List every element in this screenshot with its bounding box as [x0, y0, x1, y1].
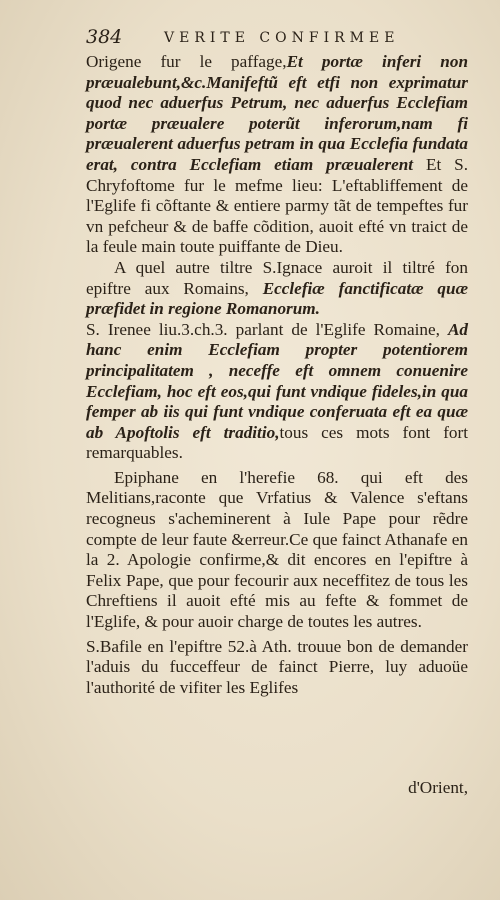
page-body [86, 52, 468, 698]
paragraph-irenee [86, 320, 468, 464]
page-header [86, 26, 466, 50]
running-title: VERITE CONFIRMEE [164, 30, 400, 46]
text-segment: S.Bafile en l'epiftre 52.à Ath. trouue bon de demander l'aduis du fucceffeur de fainct Pierre, luy aduoüe l'authorité de vifiter les Eglifes [86, 636, 468, 697]
text-segment: A quel autre tiltre S.Ignace auroit il tiltré fon epiftre aux Romains, [86, 257, 468, 298]
paragraph-epiphane [86, 468, 468, 633]
paragraph-ignace [86, 258, 468, 320]
paragraph-origene [86, 52, 468, 258]
text-segment: S. Irenee liu.3.ch.3. parlant de l'Eglife Romaine, [86, 319, 448, 339]
latin-quote: Ad hanc enim Ecclefiam propter potentiorem principalitatem , neceffe eft omnem conuenire Ecclefiam, hoc eft eos,qui funt vndique fideles,in qua femper ab iis qui funt vndique conferuata eft ea quæ ab Apoftolis eft traditio, [86, 319, 468, 442]
text-segment: Origene fur le paffage, [86, 52, 287, 71]
page-number: 384 [86, 26, 123, 48]
closing-line: d'Orient, [408, 778, 468, 797]
text-segment: tous ces mots font fort remarquables. [86, 422, 469, 463]
text-segment: Et S. Chryfoftome fur le mefme lieu: L'eftabliffement de l'Eglife fi cõftante & entiere parmy tãt de tempeftes fur vn pefcheur & de baffe cõdition, auoit efté vn traict de la feule main toute puiffante de Dieu. [86, 154, 468, 257]
latin-quote: Ecclefiæ fanctificatæ quæ præfidet in regione Romanorum. [86, 278, 468, 319]
paragraph-basile [86, 637, 468, 699]
latin-quote: Et portæ inferi non præualebunt,&c.Manifeftũ eft etfi non exprimatur quod nec aduerfus Petrum, nec aduerfus Ecclefiam portæ præualere poterũt inferorum,nam fi præualerent aduerfus petram in qua Ecclefia fundata erat, contra Ecclefiam etiam præualerent [86, 52, 469, 174]
text-segment: Epiphane en l'herefie 68. qui eft des Melitians,raconte que Vrfatius & Valence s'eftans recogneus s'acheminerent à Iule Pape pour rẽdre compte de leur faute &erreur.Ce que fainct Athanafe en la 2. Apologie confirme,& dit encores en l'epiftre à Felix Pape, que pour fecourir aux neceffitez de tous les Chreftiens il auoit efté mis au fefte & fommet de l'Eglife, & pour auoir charge de toutes les autres. [86, 467, 468, 632]
